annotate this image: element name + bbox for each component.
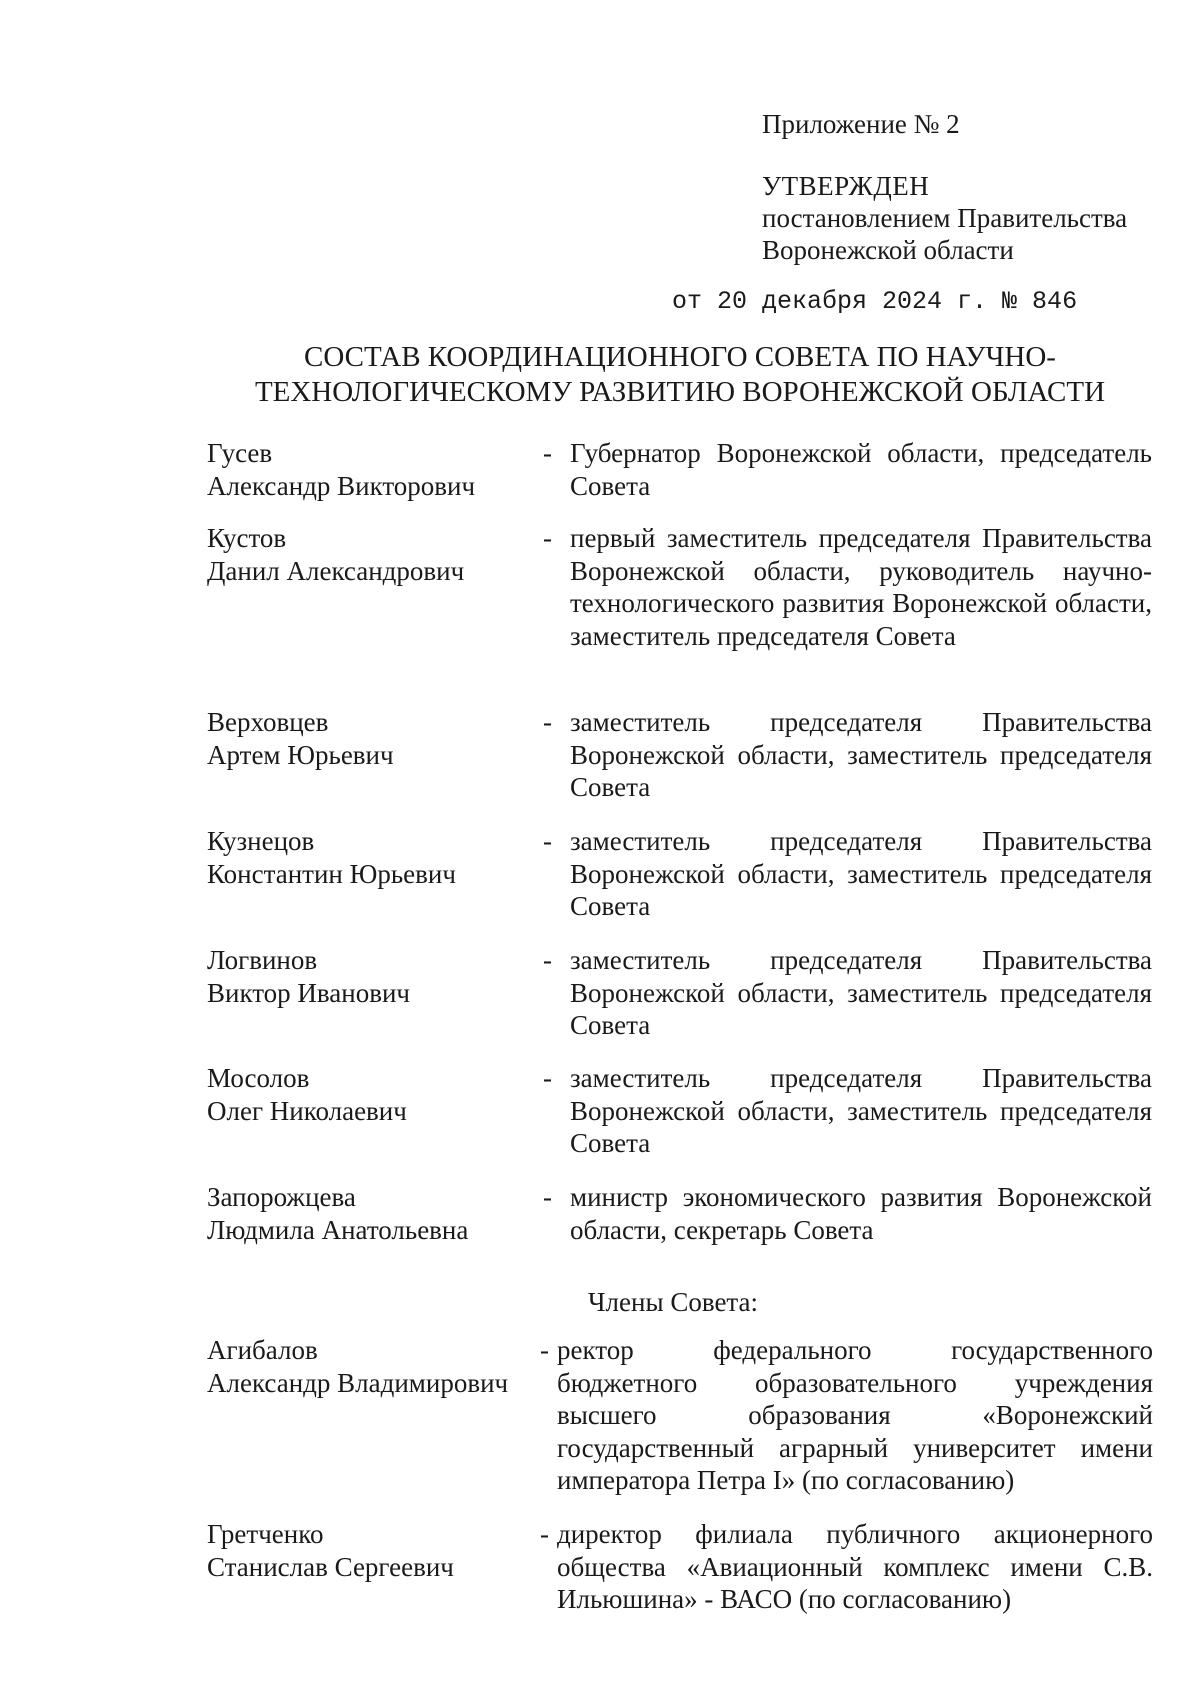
member-name xyxy=(207,1334,537,1399)
member-surname: Гусев xyxy=(207,438,273,468)
approval-line-1: постановлением Правительства xyxy=(762,203,1128,233)
entry-dash: - xyxy=(543,523,552,553)
member-name xyxy=(207,944,537,1009)
member-name xyxy=(207,1518,537,1583)
member-surname: Верховцев xyxy=(207,707,329,737)
approval-line-2: Воронежской области xyxy=(762,235,1014,265)
document-title xyxy=(200,340,1160,410)
member-role: заместитель председателя Правительства Воронежской области, заместитель председателя Совета xyxy=(570,707,1152,802)
member-given-names: Артем Юрьевич xyxy=(207,739,394,770)
annex-number: Приложение № 2 xyxy=(762,109,960,139)
entry-dash: - xyxy=(543,945,552,975)
member-name xyxy=(207,1181,537,1246)
member-surname: Запорожцева xyxy=(207,1182,356,1212)
member-role: Губернатор Воронежской области, председатель Совета xyxy=(570,438,1152,501)
member-surname: Логвинов xyxy=(207,945,318,975)
member-role: первый заместитель председателя Правительства Воронежской области, руководитель научно-технологического развития Воронежской области, заместитель председателя Совета xyxy=(570,523,1152,651)
member-surname: Мосолов xyxy=(207,1063,310,1093)
member-role: директор филиала публичного акционерного общества «Авиационный комплекс имени С.В. Ильюшина» - ВАСО (по согласованию) xyxy=(557,1519,1153,1614)
member-given-names: Константин Юрьевич xyxy=(207,858,456,889)
entry-dash: - xyxy=(540,1335,549,1365)
member-given-names: Олег Николаевич xyxy=(207,1095,407,1126)
member-given-names: Александр Викторович xyxy=(207,470,476,501)
member-surname: Кустов xyxy=(207,523,287,553)
member-role: заместитель председателя Правительства Воронежской области, заместитель председателя Совета xyxy=(570,945,1152,1040)
member-role: заместитель председателя Правительства Воронежской области, заместитель председателя Совета xyxy=(570,826,1152,921)
entry-dash: - xyxy=(543,707,552,737)
member-name xyxy=(207,706,537,771)
member-name xyxy=(207,825,537,890)
entry-dash: - xyxy=(543,438,552,468)
members-heading: Члены Совета: xyxy=(588,1287,759,1317)
member-given-names: Александр Владимирович xyxy=(207,1367,509,1398)
entry-dash: - xyxy=(543,1182,552,1212)
decree-date-number: от 20 декабря 2024 г. № 846 xyxy=(672,287,1078,316)
member-role: заместитель председателя Правительства Воронежской области, заместитель председателя Совета xyxy=(570,1063,1152,1158)
member-name xyxy=(207,1062,537,1127)
member-given-names: Станислав Сергеевич xyxy=(207,1551,454,1582)
member-name xyxy=(207,522,537,587)
member-name xyxy=(207,437,537,502)
member-role: ректор федерального государственного бюджетного образовательного учреждения высшего образования «Воронежский государственный аграрный университет имени императора Петра I» (по согласованию) xyxy=(557,1335,1153,1495)
member-surname: Агибалов xyxy=(207,1335,318,1365)
member-given-names: Виктор Иванович xyxy=(207,977,411,1008)
entry-dash: - xyxy=(543,1063,552,1093)
member-surname: Гретченко xyxy=(207,1519,324,1549)
approval-block xyxy=(762,108,1127,266)
member-role: министр экономического развития Воронежской области, секретарь Совета xyxy=(570,1182,1152,1245)
title-line-2: ТЕХНОЛОГИЧЕСКОМУ РАЗВИТИЮ ВОРОНЕЖСКОЙ ОБЛАСТИ xyxy=(254,376,1106,408)
entry-dash: - xyxy=(543,826,552,856)
title-line-1: СОСТАВ КООРДИНАЦИОННОГО СОВЕТА ПО НАУЧНО- xyxy=(304,341,1056,373)
member-surname: Кузнецов xyxy=(207,826,315,856)
member-given-names: Людмила Анатольевна xyxy=(207,1214,469,1245)
approved-label: УТВЕРЖДЕН xyxy=(762,171,930,201)
entry-dash: - xyxy=(540,1519,549,1549)
member-given-names: Данил Александрович xyxy=(207,555,465,586)
